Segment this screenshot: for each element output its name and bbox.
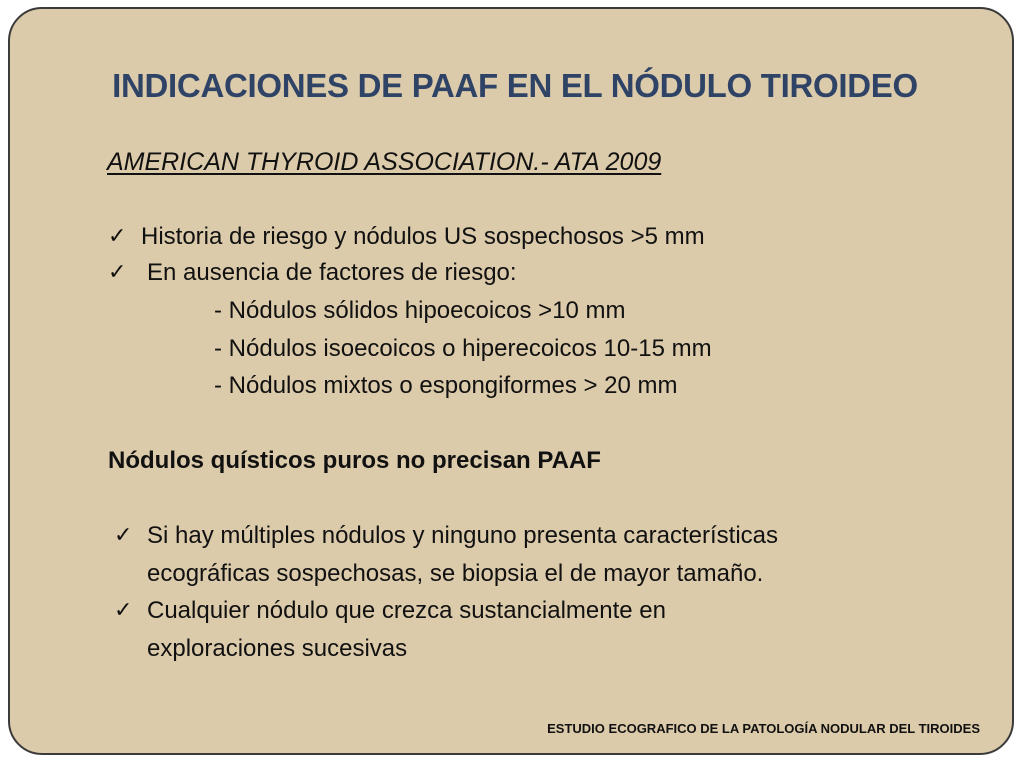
bullet-text: Cualquier nódulo que crezca sustancialmente en bbox=[147, 597, 666, 624]
checkmark-icon: ✓ bbox=[114, 523, 133, 548]
bullet-text: Historia de riesgo y nódulos US sospechosos >5 mm bbox=[141, 223, 705, 250]
checkmark-icon: ✓ bbox=[108, 260, 127, 285]
bullet-text: Si hay múltiples nódulos y ninguno presenta características bbox=[147, 522, 779, 549]
slide-footer: ESTUDIO ECOGRAFICO DE LA PATOLOGÍA NODULAR DEL TIROIDES bbox=[547, 721, 980, 736]
statement-text: Nódulos quísticos puros no precisan PAAF bbox=[108, 447, 601, 474]
bullet-text: En ausencia de factores de riesgo: bbox=[147, 259, 517, 286]
sub-item: - Nódulos mixtos o espongiformes > 20 mm bbox=[214, 372, 678, 399]
bullet-text-continued: ecográficas sospechosas, se biopsia el de mayor tamaño. bbox=[147, 560, 764, 587]
checkmark-icon: ✓ bbox=[108, 224, 127, 249]
bullet-text-continued: exploraciones sucesivas bbox=[147, 635, 408, 662]
sub-item: - Nódulos sólidos hipoecoicos >10 mm bbox=[214, 297, 626, 324]
checkmark-icon: ✓ bbox=[114, 598, 133, 623]
slide-subtitle: AMERICAN THYROID ASSOCIATION.- ATA 2009 bbox=[107, 148, 662, 176]
sub-item: - Nódulos isoecoicos o hiperecoicos 10-15 mm bbox=[214, 335, 712, 362]
slide-title: INDICACIONES DE PAAF EN EL NÓDULO TIROIDEO bbox=[112, 67, 918, 104]
